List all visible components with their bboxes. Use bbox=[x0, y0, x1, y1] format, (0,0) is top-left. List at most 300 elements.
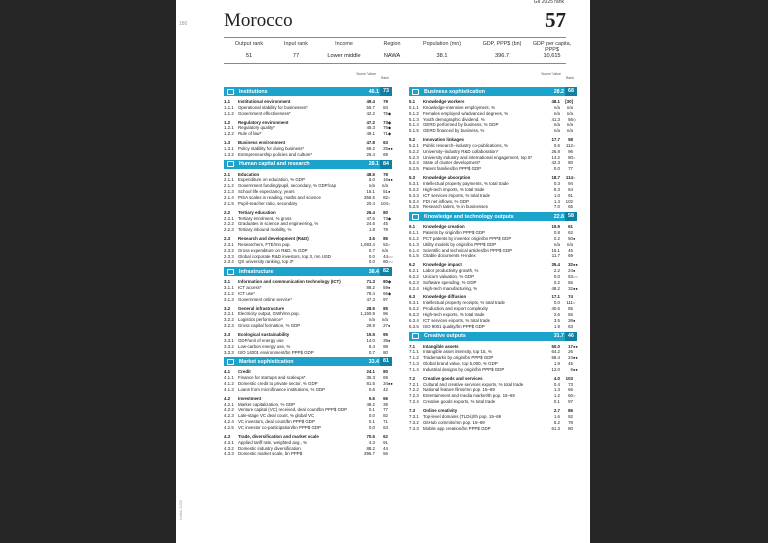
indicator-rank: n/a bbox=[566, 104, 573, 110]
strength-marker: ◇ bbox=[573, 116, 577, 122]
page-number: 180 bbox=[179, 21, 188, 27]
pillar-score: 28.1 bbox=[368, 161, 379, 168]
indicator-code: 6.2.3 bbox=[409, 279, 419, 285]
indicator-rank: 79 bbox=[383, 227, 388, 233]
indicator-code: 2.3.3 bbox=[224, 253, 234, 259]
indicator-rank: 78 bbox=[383, 171, 388, 177]
indicator-code: 2.3.1 bbox=[224, 241, 234, 247]
indicator-rank: 44 bbox=[383, 253, 388, 259]
strength-marker: ● bbox=[573, 268, 576, 274]
pillar-label: Creative outputs bbox=[424, 333, 466, 340]
indicator-rank: 80 bbox=[383, 259, 388, 265]
indicator-rank: 77 bbox=[568, 166, 573, 172]
indicator-score: 61.3 bbox=[551, 425, 560, 431]
indicator-label: University–industry R&D collaboration* bbox=[423, 148, 499, 154]
stat-label: Population (mn) bbox=[422, 41, 462, 47]
indicator-score: 0.0 bbox=[368, 253, 375, 259]
indicator-label: Operational stability for businesses* bbox=[238, 104, 308, 110]
indicator-score: 81.5 bbox=[366, 381, 375, 387]
indicator-code: 1.2.2 bbox=[224, 131, 234, 137]
indicator-label: Gross expenditure on R&D, % GDP bbox=[238, 247, 308, 253]
indicator-code: 5.2.5 bbox=[409, 166, 419, 172]
indicator-code: 6.3.5 bbox=[409, 323, 419, 329]
indicator-code: 6.1.3 bbox=[409, 241, 419, 247]
indicator-label: Regulatory quality* bbox=[238, 125, 275, 131]
pillar-bar bbox=[409, 87, 577, 96]
indicator-rank: 80 bbox=[383, 349, 388, 355]
strength-marker: ○○ bbox=[573, 273, 578, 279]
indicator-rank: 91 bbox=[383, 439, 388, 445]
strength-marker: ●● bbox=[388, 177, 393, 183]
strength-marker: ● bbox=[388, 323, 391, 329]
indicator-score: 0.8 bbox=[553, 230, 560, 236]
indicator-score: 0.0 bbox=[553, 300, 560, 306]
indicator-code: 6.2.2 bbox=[409, 273, 419, 279]
indicator-code: 2.1.3 bbox=[224, 189, 234, 195]
indicator-label: ICT use* bbox=[238, 290, 256, 296]
indicator-label: Policy stability for doing business* bbox=[238, 145, 305, 151]
indicator-rank: 82 bbox=[383, 194, 388, 200]
indicator-score: 28.9 bbox=[366, 323, 375, 329]
indicator-label: Government funding/pupil, secondary, % GDP/cap bbox=[238, 183, 337, 189]
indicator-label: Trade, diversification and market scale bbox=[238, 433, 319, 439]
indicator-code: 1.1.1 bbox=[224, 104, 234, 110]
indicator-label: Ecological sustainability bbox=[238, 332, 290, 337]
indicator-code: 2.2 bbox=[224, 209, 231, 215]
indicator-code: 6.3.3 bbox=[409, 312, 419, 317]
indicator-score: 8.4 bbox=[368, 343, 375, 349]
pillar-bar bbox=[224, 160, 392, 169]
indicator-score: n/a bbox=[553, 110, 560, 116]
indicator-label: Late-stage VC deal count, % global VC bbox=[238, 413, 315, 419]
indicator-score: 14.2 bbox=[551, 154, 560, 160]
indicator-code: 6.3.2 bbox=[409, 306, 419, 312]
indicator-code: 5.2.2 bbox=[409, 148, 419, 154]
indicator-label: Global corporate R&D investors, top 3, mn USD bbox=[238, 253, 331, 259]
indicator-row bbox=[409, 399, 577, 405]
indicator-label: Expenditure on education, % GDP bbox=[238, 177, 305, 183]
indicator-rank: 111 bbox=[566, 300, 573, 306]
indicator-score: 1.9 bbox=[553, 361, 560, 367]
indicator-score: 3.5 bbox=[368, 236, 375, 242]
indicator-label: Intellectual property receipts, % total trade bbox=[423, 300, 506, 306]
indicator-label: Creative goods and services bbox=[423, 375, 483, 381]
indicator-code: 6.2 bbox=[409, 262, 416, 268]
indicator-label: Electricity output, GWh/mn pop. bbox=[238, 311, 300, 317]
indicator-score: 70.5 bbox=[366, 433, 375, 439]
indicator-label: ISO 14001 environment/bn PPP$ GDP bbox=[238, 349, 314, 355]
indicator-rank: 51 bbox=[383, 189, 388, 195]
indicator-label: Entrepreneurship policies and culture* bbox=[238, 151, 313, 157]
indicator-label: GitHub commits/mn pop. 15–69 bbox=[423, 419, 485, 425]
indicator-rank: 95 bbox=[383, 332, 388, 337]
indicator-label: Global brand value, top 5,000, % GDP bbox=[423, 361, 498, 367]
indicator-label: Tertiary inbound mobility, % bbox=[238, 227, 292, 233]
indicator-label: Innovation linkages bbox=[423, 137, 464, 143]
indicator-rank: 80 bbox=[568, 160, 573, 166]
indicator-code: 3.2.3 bbox=[224, 323, 234, 329]
indicator-rank: 26 bbox=[568, 349, 573, 355]
indicator-label: Knowledge-intensive employment, % bbox=[423, 104, 495, 110]
indicator-label: Regulatory environment bbox=[238, 119, 289, 125]
indicator-rank: 66 bbox=[568, 387, 573, 393]
indicator-score: 56.7 bbox=[366, 104, 375, 110]
strength-marker: ◆ bbox=[388, 279, 392, 285]
indicator-code: 5.2 bbox=[409, 137, 416, 143]
indicator-label: Domestic credit to private sector, % GDP bbox=[238, 381, 318, 387]
indicator-score: 18.7 bbox=[551, 175, 560, 181]
indicator-score: n/a bbox=[553, 104, 560, 110]
indicator-rank: 63 bbox=[568, 323, 573, 329]
indicator-rank: 63 bbox=[383, 424, 388, 430]
indicator-label: Scientific and technical articles/bn PPP$ GDP bbox=[423, 247, 513, 253]
indicator-score: 2.2 bbox=[553, 268, 560, 274]
indicator-code: 4.2.1 bbox=[224, 401, 234, 407]
indicator-code: 2.1.1 bbox=[224, 177, 234, 183]
indicator-code: 3.1.1 bbox=[224, 285, 234, 291]
indicator-label: High-tech exports, % total trade bbox=[423, 312, 485, 317]
indicator-score: 0.0 bbox=[368, 424, 375, 430]
pillar-label: Institutions bbox=[239, 88, 268, 95]
indicator-score: 0.2 bbox=[553, 235, 560, 241]
indicator-label: University industry and international engagement, top 5* bbox=[423, 154, 533, 160]
indicator-rank: 82 bbox=[383, 413, 388, 419]
indicator-score: 0.7 bbox=[368, 349, 375, 355]
indicator-score: 26.4 bbox=[366, 209, 375, 215]
indicator-rank: n/a bbox=[566, 128, 573, 134]
indicator-score: 78.4 bbox=[366, 290, 375, 296]
indicator-score: 64.2 bbox=[551, 349, 560, 355]
indicator-label: Market capitalization, % GDP bbox=[238, 401, 296, 407]
indicator-score: 11.7 bbox=[551, 253, 560, 259]
pillar-score: 46.1 bbox=[368, 88, 379, 95]
indicator-rank: 64 bbox=[568, 186, 573, 192]
indicator-rank: 56 bbox=[383, 451, 388, 457]
pillar-rank: 81 bbox=[380, 357, 392, 366]
country-title: Morocco bbox=[224, 10, 293, 31]
indicator-score: 47.5 bbox=[366, 215, 375, 221]
indicator-rank: 80 bbox=[568, 425, 573, 431]
indicator-code: 4.2.2 bbox=[224, 407, 234, 413]
pillar-label: Infrastructure bbox=[239, 268, 274, 275]
indicator-score: 6.0 bbox=[368, 177, 375, 183]
indicator-code: 6.1.4 bbox=[409, 247, 419, 253]
indicator-score: 45.3 bbox=[366, 125, 375, 131]
strength-marker: ○ bbox=[388, 200, 391, 206]
indicator-label: Entertainment and media market/th pop. 15–69 bbox=[423, 393, 515, 399]
indicator-row bbox=[409, 128, 577, 134]
indicator-code: 3.1.3 bbox=[224, 296, 234, 302]
indicator-row bbox=[409, 204, 577, 210]
stat-value: Lower middle bbox=[327, 53, 361, 59]
indicator-score: 356.5 bbox=[364, 194, 375, 200]
indicator-label: Domestic industry diversification bbox=[238, 445, 301, 451]
strength-marker: ● bbox=[388, 285, 391, 291]
indicator-score: 26.4 bbox=[366, 151, 375, 157]
strength-marker: ○ bbox=[388, 194, 391, 200]
pillar-score: 38.4 bbox=[368, 268, 379, 275]
indicator-label: Institutional environment bbox=[238, 99, 291, 104]
indicator-rank: 97 bbox=[383, 296, 388, 302]
pillar-icon bbox=[227, 359, 234, 365]
indicator-code: 2.3.2 bbox=[224, 247, 234, 253]
indicator-score: 15.9 bbox=[551, 224, 560, 230]
indicator-label: High-tech manufacturing, % bbox=[423, 285, 478, 291]
indicator-code: 7.3 bbox=[409, 407, 416, 413]
indicator-rank: 69 bbox=[383, 375, 388, 381]
pillar-rank: 46 bbox=[565, 332, 577, 341]
indicator-rank: n/a bbox=[381, 183, 388, 189]
indicator-rank: 114 bbox=[565, 175, 573, 181]
indicator-label: Venture capital (VC) received, deal count/bn PPP$ GDP bbox=[238, 407, 348, 413]
indicator-code: 6.2.1 bbox=[409, 268, 419, 274]
indicator-rank: 62 bbox=[568, 230, 573, 236]
indicator-code: 4.1.2 bbox=[224, 381, 234, 387]
indicator-label: Knowledge diffusion bbox=[423, 294, 467, 300]
indicator-score: 15.5 bbox=[366, 332, 375, 337]
indicator-label: Females employed w/advanced degrees, % bbox=[423, 110, 509, 116]
score-header: Score/ Value bbox=[541, 72, 561, 76]
indicator-score: n/a bbox=[368, 183, 375, 189]
indicator-label: Gross capital formation, % GDP bbox=[238, 323, 301, 329]
indicator-code: 1.3 bbox=[224, 140, 231, 146]
pillar-label: Market sophistication bbox=[239, 358, 294, 365]
indicator-row bbox=[224, 259, 392, 265]
indicator-rank: n/a bbox=[381, 317, 388, 323]
stat-value: 38.1 bbox=[436, 53, 448, 59]
gii-rank-label: GII 2025 rank bbox=[533, 0, 564, 5]
indicator-rank: 32 bbox=[568, 285, 573, 291]
strength-marker: ● bbox=[388, 337, 391, 343]
indicator-row bbox=[224, 387, 392, 393]
indicator-score: 35.3 bbox=[366, 375, 375, 381]
indicator-label: Software spending, % GDP bbox=[423, 279, 477, 285]
indicator-rank: 63 bbox=[383, 140, 388, 146]
indicator-label: Intellectual property payments, % total trade bbox=[423, 180, 509, 186]
indicator-rank: 86 bbox=[383, 236, 388, 242]
indicator-rank: 104 bbox=[380, 200, 388, 206]
indicator-rank: 58 bbox=[568, 137, 573, 143]
indicator-rank: 73 bbox=[383, 119, 388, 125]
indicator-label: GERD financed by business, % bbox=[423, 128, 485, 134]
indicator-label: QS university ranking, top 3* bbox=[238, 259, 294, 265]
indicator-label: Online creativity bbox=[423, 407, 458, 413]
indicator-score: 42.2 bbox=[366, 110, 375, 116]
indicator-rank: 55 bbox=[568, 312, 573, 317]
indicator-score: 88.2 bbox=[366, 285, 375, 291]
indicator-score: 0.0 bbox=[553, 273, 560, 279]
indicator-label: Public research–industry co-publications, % bbox=[423, 142, 508, 148]
indicator-score: 15.1 bbox=[366, 189, 375, 195]
strength-marker: ○ bbox=[573, 154, 576, 160]
pillar-score: 28.2 bbox=[553, 88, 564, 95]
indicator-code: 5.3.4 bbox=[409, 198, 419, 204]
indicator-score: 12.0 bbox=[551, 366, 560, 372]
indicator-code: 7.2.3 bbox=[409, 393, 419, 399]
indicator-label: GDP/unit of energy use bbox=[238, 337, 284, 343]
indicator-rank: 85 bbox=[568, 306, 573, 312]
indicator-code: 5.1.1 bbox=[409, 104, 419, 110]
indicator-score: 0.2 bbox=[553, 279, 560, 285]
indicator-rank: 97 bbox=[568, 399, 573, 405]
indicator-score: 50.0 bbox=[551, 343, 560, 349]
indicator-score: 26.8 bbox=[551, 148, 560, 154]
strength-marker: ◆ bbox=[388, 215, 392, 221]
stat-label: GDP, PPP$ (bn) bbox=[482, 41, 522, 47]
indicator-rank: 91 bbox=[568, 192, 573, 198]
side-note: Index 2025 bbox=[178, 500, 183, 520]
indicator-rank: 61 bbox=[568, 224, 573, 230]
indicator-score: 48.5 bbox=[366, 171, 375, 177]
indicator-score: 24.1 bbox=[366, 369, 375, 375]
indicator-score: 0.4 bbox=[553, 381, 560, 387]
indicator-label: High-tech imports, % total trade bbox=[423, 186, 485, 192]
indicator-rank: 59 bbox=[383, 285, 388, 291]
indicator-code: 4.2.5 bbox=[224, 424, 234, 430]
indicator-rank: 77 bbox=[383, 407, 388, 413]
strength-marker: ◆ bbox=[388, 290, 392, 296]
indicator-rank: 24 bbox=[568, 355, 573, 361]
pillar-score: 33.4 bbox=[368, 358, 379, 365]
indicator-rank: 38 bbox=[568, 317, 573, 323]
indicator-rank: 80 bbox=[383, 279, 388, 285]
indicator-label: Graduates in science and engineering, % bbox=[238, 221, 319, 227]
indicator-code: 4.3.2 bbox=[224, 445, 234, 451]
indicator-label: PISA scales in reading, maths and science bbox=[238, 194, 321, 200]
indicator-label: Business environment bbox=[238, 140, 286, 146]
indicator-score: 0.6 bbox=[368, 386, 375, 392]
indicator-rank: 27 bbox=[383, 323, 388, 329]
indicator-score: 1.0 bbox=[553, 192, 560, 198]
indicator-rank: 60 bbox=[568, 393, 573, 399]
indicator-row bbox=[224, 425, 392, 431]
pillar-score: 31.7 bbox=[553, 333, 564, 340]
indicator-code: 2.1.2 bbox=[224, 183, 234, 189]
indicator-score: 1.3 bbox=[553, 387, 560, 393]
indicator-score: 58.4 bbox=[551, 355, 560, 361]
indicator-code: 7.3.2 bbox=[409, 419, 419, 425]
indicator-code: 2.1 bbox=[224, 171, 231, 177]
indicator-rank: 98 bbox=[383, 343, 388, 349]
indicator-label: Pupil–teacher ratio, secondary bbox=[238, 200, 298, 206]
indicator-score: 0.0 bbox=[368, 413, 375, 419]
indicator-rank: 24 bbox=[568, 268, 573, 274]
pillar-icon bbox=[227, 269, 234, 275]
indicator-rank: 6 bbox=[570, 366, 573, 372]
indicator-score: 7.0 bbox=[553, 204, 560, 210]
pillar-rank: 68 bbox=[565, 87, 577, 96]
indicator-code: 6.3.1 bbox=[409, 300, 419, 306]
indicator-score: 49.2 bbox=[366, 401, 375, 407]
indicator-rank: 25 bbox=[383, 145, 388, 151]
stat-value: 10,615 bbox=[543, 53, 561, 59]
indicator-score: 49.4 bbox=[366, 99, 375, 104]
indicator-score: 42.3 bbox=[551, 160, 560, 166]
indicator-label: Research talent, % in businesses bbox=[423, 204, 488, 210]
indicator-rank: 45 bbox=[383, 221, 388, 227]
indicator-code: 1.3.2 bbox=[224, 151, 234, 157]
indicator-code: 7.1.2 bbox=[409, 355, 419, 361]
indicator-row bbox=[409, 166, 577, 172]
indicator-code: 5.3.1 bbox=[409, 180, 419, 186]
pillar-rank: 58 bbox=[565, 212, 577, 221]
pillar-icon bbox=[412, 333, 419, 339]
strength-marker: ● bbox=[573, 317, 576, 323]
indicator-rank: 16 bbox=[383, 177, 388, 183]
strength-marker: ◆ bbox=[388, 125, 392, 131]
indicator-label: Research and development (R&D) bbox=[238, 236, 309, 242]
indicator-score: n/a bbox=[553, 128, 560, 134]
indicator-score: 0.0 bbox=[368, 259, 375, 265]
indicator-code: 6.1.2 bbox=[409, 235, 419, 241]
indicator-rank: n/a bbox=[566, 110, 573, 116]
indicator-label: Education bbox=[238, 171, 260, 177]
strength-marker: ●● bbox=[573, 343, 578, 349]
indicator-score: 396.7 bbox=[364, 451, 375, 457]
strength-marker: ◆ bbox=[388, 131, 392, 137]
indicator-score: 2.6 bbox=[553, 312, 560, 317]
indicator-label: Investment bbox=[238, 395, 262, 401]
strength-marker: ●● bbox=[573, 355, 578, 361]
stat-label: GDP per capita, PPP$ bbox=[532, 41, 572, 53]
indicator-code: 5.1.5 bbox=[409, 128, 419, 134]
indicator-rank: 76 bbox=[383, 125, 388, 131]
indicator-label: Rule of law* bbox=[238, 131, 262, 137]
indicator-code: 7.1.4 bbox=[409, 366, 419, 372]
indicator-score: 1.9 bbox=[553, 323, 560, 329]
indicator-score: n/a bbox=[553, 241, 560, 247]
indicator-code: 5.2.4 bbox=[409, 160, 419, 166]
indicator-score: 0.7 bbox=[368, 247, 375, 253]
indicator-rank: 75 bbox=[383, 110, 388, 116]
indicator-row bbox=[224, 152, 392, 158]
indicator-code: 3.2 bbox=[224, 305, 231, 311]
indicator-code: 3.3 bbox=[224, 332, 231, 337]
indicator-score: 47.2 bbox=[366, 119, 375, 125]
indicator-score: 4.3 bbox=[368, 439, 375, 445]
indicator-code: 2.2.3 bbox=[224, 227, 234, 233]
indicator-label: Finance for startups and scaleups* bbox=[238, 375, 306, 381]
indicator-code: 2.3 bbox=[224, 236, 231, 242]
indicator-rank: n/a bbox=[566, 122, 573, 128]
indicator-score: 5.6 bbox=[368, 395, 375, 401]
indicator-score: 48.1 bbox=[551, 99, 560, 104]
indicator-score: 17.1 bbox=[551, 294, 560, 300]
indicator-score: 17.7 bbox=[551, 137, 560, 143]
indicator-code: 1.2 bbox=[224, 119, 231, 125]
indicator-label: GERD performed by business, % GDP bbox=[423, 122, 499, 128]
indicator-score: 5.2 bbox=[553, 419, 560, 425]
indicator-score: 47.3 bbox=[366, 296, 375, 302]
indicator-code: 3.1 bbox=[224, 279, 231, 285]
strength-marker: ○ bbox=[573, 393, 576, 399]
indicator-rank: 71 bbox=[383, 419, 388, 425]
indicator-rank: 69 bbox=[568, 253, 573, 259]
indicator-code: 3.2.2 bbox=[224, 317, 234, 323]
indicator-code: 4.1 bbox=[224, 369, 231, 375]
stat-label: Output rank bbox=[234, 41, 264, 47]
indicator-rank: 74 bbox=[568, 294, 573, 300]
indicator-row bbox=[224, 297, 392, 303]
strength-marker: ○ bbox=[573, 175, 576, 181]
indicator-rank: n/a bbox=[381, 247, 388, 253]
indicator-code: 5.3.3 bbox=[409, 192, 419, 198]
indicator-rank: 80 bbox=[383, 369, 388, 375]
stat-label: Input rank bbox=[284, 41, 308, 47]
indicator-code: 2.1.4 bbox=[224, 194, 234, 200]
indicator-score: 40.6 bbox=[551, 306, 560, 312]
indicator-score: 2.7 bbox=[553, 407, 560, 413]
